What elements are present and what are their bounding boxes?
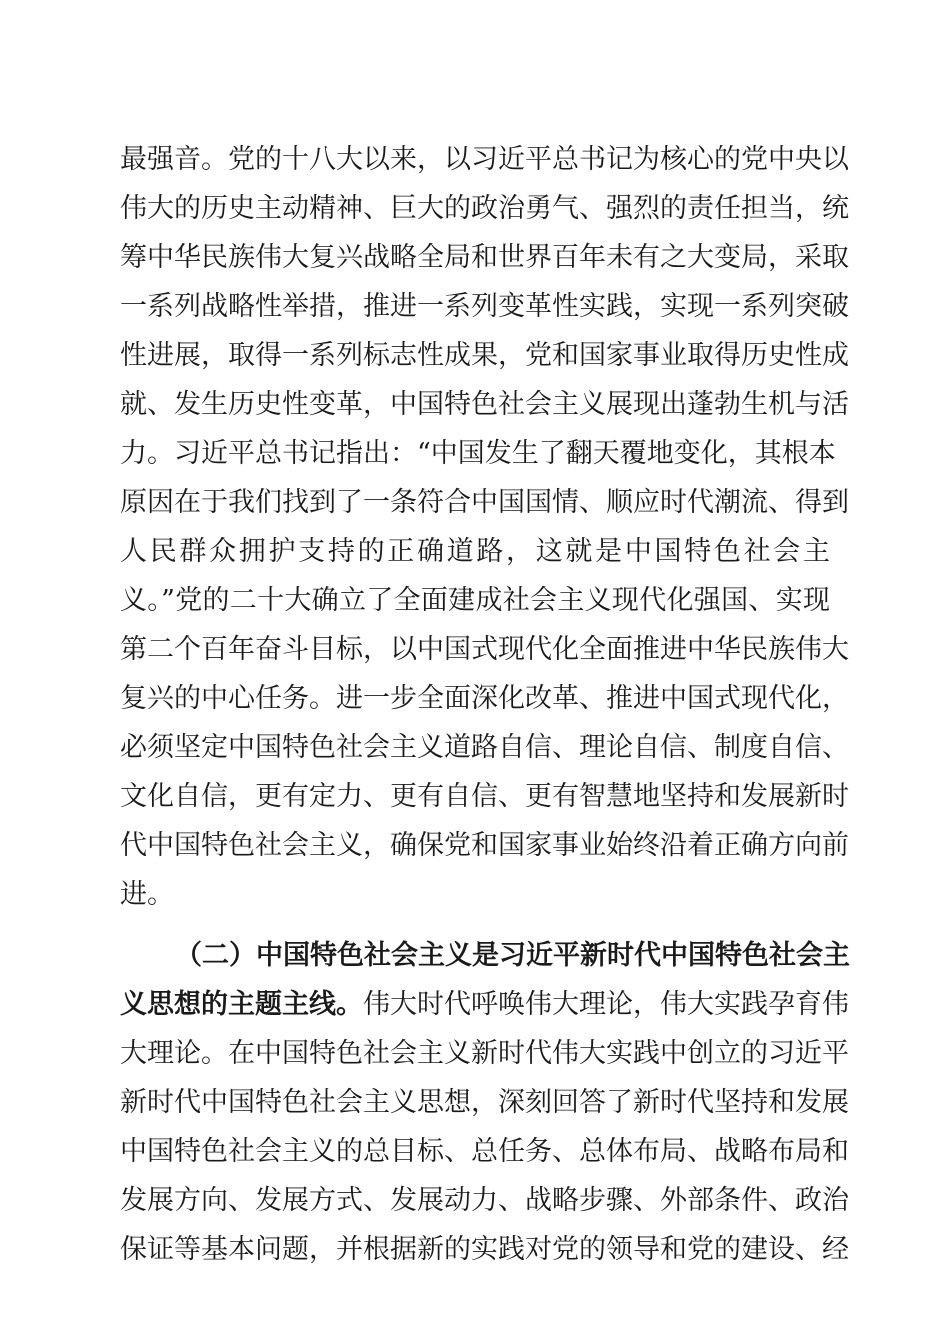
- text-line: 保证等基本问题，并根据新的实践对党的领导和党的建设、经: [120, 1234, 849, 1265]
- text-line: 最强音。党的十八大以来，以习近平总书记为核心的党中央以: [120, 144, 849, 175]
- text-line: 一系列战略性举措，推进一系列变革性实践，实现一系列突破: [120, 291, 849, 322]
- text-line: 大理论。在中国特色社会主义新时代伟大实践中创立的习近平: [120, 1038, 849, 1069]
- text-line: 原因在于我们找到了一条符合中国国情、顺应时代潮流、得到: [120, 487, 849, 518]
- section-heading: （二）中国特色社会主义是习近平新时代中国特色社会主: [175, 940, 850, 971]
- text-span: 伟大时代呼唤伟大理论，伟大实践孕育伟: [363, 989, 849, 1020]
- text-line: 第二个百年奋斗目标，以中国式现代化全面推进中华民族伟大: [120, 634, 849, 665]
- section-heading-end: 义思想的主题主线。: [120, 989, 363, 1020]
- text-line: 必须坚定中国特色社会主义道路自信、理论自信、制度自信、: [120, 732, 849, 763]
- text-line: 复兴的中心任务。进一步全面深化改革、推进中国式现代化，: [120, 683, 849, 714]
- text-line: [120, 984, 849, 1026]
- text-line: 中国特色社会主义的总目标、总任务、总体布局、战略布局和: [120, 1136, 849, 1167]
- text-line: 力。习近平总书记指出：“中国发生了翻天覆地变化，其根本: [120, 438, 836, 469]
- text-line: 性进展，取得一系列标志性成果，党和国家事业取得历史性成: [120, 340, 849, 371]
- text-line: 人民群众拥护支持的正确道路，这就是中国特色社会主: [120, 536, 830, 567]
- text-line: 文化自信，更有定力、更有自信、更有智慧地坚持和发展新时: [120, 781, 849, 812]
- text-line: 进。: [120, 879, 174, 910]
- text-line: 伟大的历史主动精神、巨大的政治勇气、强烈的责任担当，统: [120, 193, 849, 224]
- text-line: 就、发生历史性变革，中国特色社会主义展现出蓬勃生机与活: [120, 389, 849, 420]
- text-line: 代中国特色社会主义，确保党和国家事业始终沿着正确方向前: [120, 830, 849, 861]
- text-line: 筹中华民族伟大复兴战略全局和世界百年未有之大变局，采取: [120, 242, 849, 273]
- text-line: 义。”党的二十大确立了全面建成社会主义现代化强国、实现: [120, 585, 830, 616]
- text-line: 新时代中国特色社会主义思想，深刻回答了新时代坚持和发展: [120, 1087, 849, 1118]
- text-line: 发展方向、发展方式、发展动力、战略步骤、外部条件、政治: [120, 1185, 849, 1216]
